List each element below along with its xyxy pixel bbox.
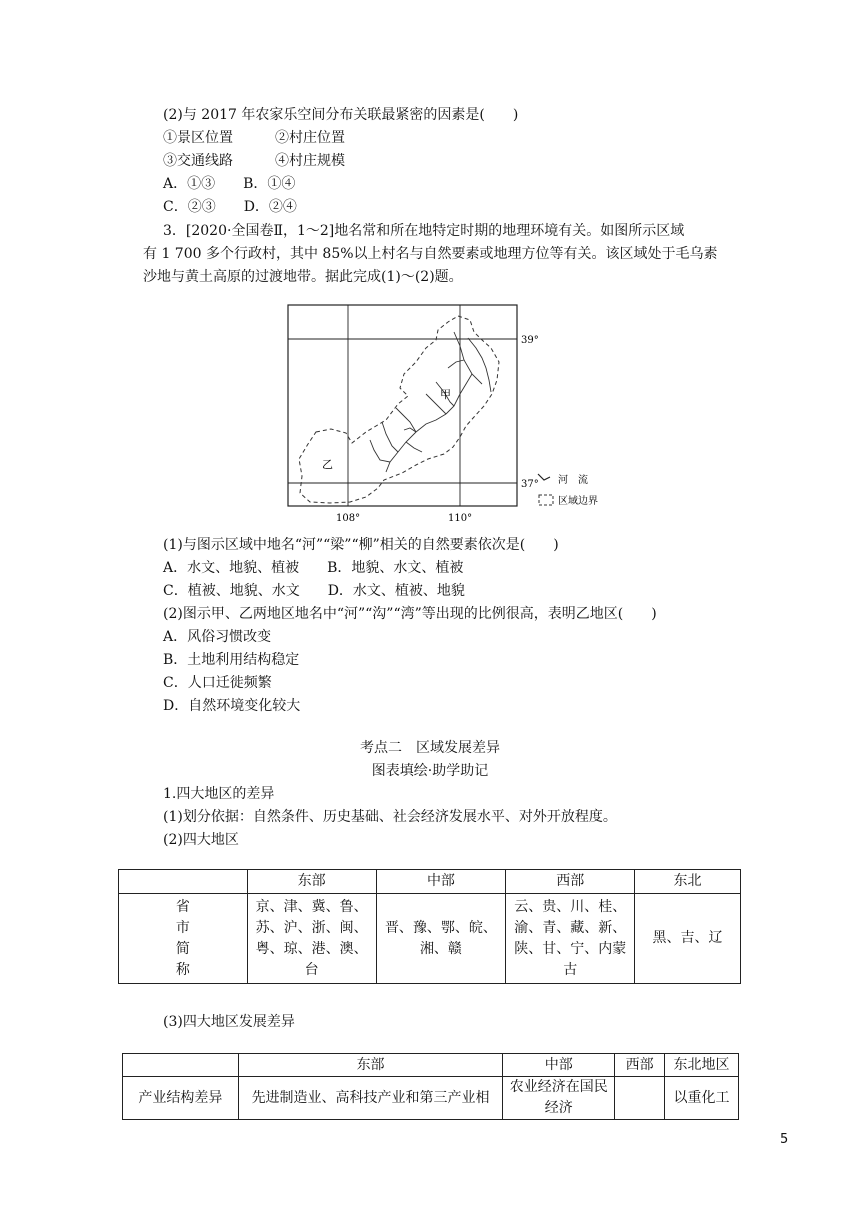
regions-table-header-central: 中部 (376, 870, 506, 894)
regions-table-east-cell (247, 894, 376, 984)
legend-boundary-label: 区域边界 (558, 496, 598, 507)
area-jia-label: 甲 (440, 388, 451, 401)
section-title: 考点二 区域发展差异 (360, 740, 500, 756)
question-3-2-option-a: A．风俗习惯改变 (163, 629, 272, 645)
legend-river-label: 河 流 (558, 475, 588, 486)
west-provinces-line: 渝、青、藏、新、 (514, 919, 627, 936)
section-1-sub3: (3)四大地区发展差异 (163, 1014, 295, 1030)
question-3-1-options-cd: C．植被、地貌、水文 D．水文、植被、地貌 (163, 583, 465, 599)
section-1-title: 1.四大地区的差异 (163, 786, 275, 802)
west-provinces-line: 陕、甘、宁、内蒙 (514, 940, 627, 957)
regions-table-header-east: 东部 (247, 870, 376, 894)
lon-108-label: 108° (336, 513, 361, 524)
lat-39-label: 39° (521, 335, 539, 346)
lon-110-label: 110° (448, 513, 473, 524)
question-3-1-options-ab: A．水文、地貌、植被 B．地貌、水文、植被 (163, 560, 464, 576)
section-1-basis: (1)划分依据：自然条件、历史基础、社会经济发展水平、对外开放程度。 (163, 809, 617, 825)
regions-table-northeast-cell: 黑、吉、辽 (635, 894, 741, 984)
question-2-answers-row2: C．②③ D．②④ (163, 199, 297, 215)
question-2-answers-row1: A．①③ B．①④ (163, 176, 296, 192)
row-label-line: 省 (175, 898, 190, 915)
map-frame (288, 305, 517, 506)
area-yi-label: 乙 (322, 458, 333, 471)
section-subtitle: 图表填绘·助学助记 (371, 763, 489, 779)
development-table-header-empty (123, 1054, 239, 1077)
development-table-header-northeast: 东北地区 (665, 1054, 739, 1077)
east-provinces-line: 台 (304, 961, 319, 978)
question-2-options-row2: ③交通线路 ④村庄规模 (163, 153, 345, 169)
west-provinces-line: 古 (563, 961, 578, 978)
legend-river-symbol (538, 474, 550, 480)
regions-table-header-empty (119, 870, 248, 894)
region-boundary (299, 316, 499, 503)
development-table-header-central: 中部 (503, 1054, 615, 1077)
question-3-2-stem: (2)图示甲、乙两地区地名中“河”“沟”“湾”等出现的比例很高，表明乙地区( ) (163, 606, 657, 622)
question-3-2-option-c: C．人口迁徙频繁 (163, 675, 272, 691)
development-table-row-label: 产业结构差异 (123, 1077, 239, 1120)
development-table-header-east: 东部 (238, 1054, 503, 1077)
regions-table (118, 869, 741, 984)
east-provinces-line: 粤、琼、港、澳、 (255, 940, 368, 957)
regions-table-central-cell (376, 894, 506, 984)
row-label-line: 称 (175, 961, 190, 978)
lat-37-label: 37° (521, 479, 539, 490)
region-map (286, 302, 646, 524)
question-3-intro-line1: 3．[2020·全国卷Ⅱ，1～2]地名常和所在地特定时期的地理环境有关。如图所示区域 (163, 223, 685, 239)
question-3-intro-line2: 有 1 700 多个行政村，其中 85%以上村名与自然要素或地理方位等有关。该区域处于毛乌素 (143, 246, 718, 262)
regions-table-row (119, 894, 741, 984)
question-3-2-option-d: D．自然环境变化较大 (163, 698, 301, 714)
row-label-line: 简 (175, 940, 190, 957)
development-table-east-cell: 先进制造业、高科技产业和第三产业相 (238, 1077, 503, 1120)
question-2-options-row1: ①景区位置 ②村庄位置 (163, 130, 345, 146)
regions-table-header-row (119, 870, 741, 894)
development-table-row (123, 1077, 739, 1120)
regions-table-header-west: 西部 (506, 870, 635, 894)
question-3-2-option-b: B．土地利用结构稳定 (163, 652, 300, 668)
west-provinces-line: 云、贵、川、桂、 (514, 898, 627, 915)
development-table (122, 1053, 739, 1120)
river-network (370, 332, 491, 472)
east-provinces-line: 京、津、冀、鲁、 (255, 898, 368, 915)
question-3-intro-line3: 沙地与黄土高原的过渡地带。据此完成(1)～(2)题。 (143, 269, 463, 285)
development-table-header-row (123, 1054, 739, 1077)
development-table-west-cell (615, 1077, 665, 1120)
section-1-sub2: (2)四大地区 (163, 832, 239, 848)
development-table-northeast-cell: 以重化工 (665, 1077, 739, 1120)
page-number: 5 (780, 1132, 789, 1147)
regions-table-header-northeast: 东北 (635, 870, 741, 894)
central-provinces-line: 湘、赣 (419, 940, 462, 957)
development-table-central-cell: 农业经济在国民经济 (503, 1077, 615, 1120)
east-provinces-line: 苏、沪、浙、闽、 (255, 919, 368, 936)
regions-table-west-cell (506, 894, 635, 984)
central-provinces-line: 晋、豫、鄂、皖、 (384, 919, 497, 936)
development-table-header-west: 西部 (615, 1054, 665, 1077)
row-label-line: 市 (175, 919, 190, 936)
legend-boundary-symbol (539, 495, 553, 505)
question-3-1-stem: (1)与图示区域中地名“河”“梁”“柳”相关的自然要素依次是( ) (163, 537, 559, 553)
regions-table-row-label (119, 894, 248, 984)
question-2-stem: (2)与 2017 年农家乐空间分布关联最紧密的因素是( ) (163, 107, 519, 123)
